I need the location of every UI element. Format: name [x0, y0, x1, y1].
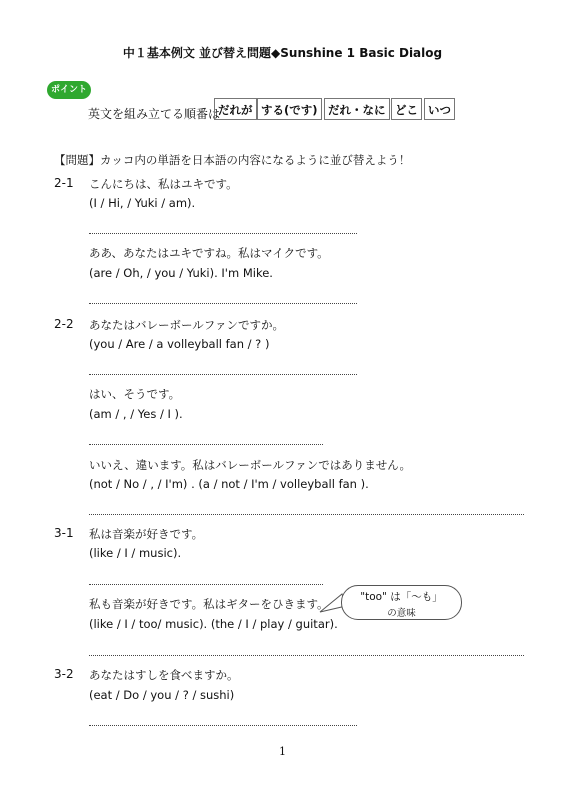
question-number: 2-1 [54, 176, 74, 190]
answer-line[interactable] [89, 444, 323, 445]
question-number: 3-1 [54, 526, 74, 540]
question-number: 3-2 [54, 667, 74, 681]
question-japanese: 私は音楽が好きです。 [89, 527, 204, 541]
answer-line[interactable] [89, 233, 357, 234]
answer-line[interactable] [89, 514, 524, 515]
question-japanese: 私も音楽が好きです。私はギターをひきます。 [89, 597, 329, 611]
order-chip-does: する(です) [257, 98, 322, 120]
answer-line[interactable] [89, 725, 357, 726]
order-chip-who: だれが [214, 98, 257, 120]
callout-line2: の意味 [387, 608, 416, 619]
question-english: (are / Oh, / you / Yuki). I'm Mike. [89, 266, 273, 280]
answer-line[interactable] [89, 655, 524, 656]
point-badge: ポイント [47, 81, 91, 99]
question-english: (eat / Do / you / ? / sushi) [89, 688, 235, 702]
instruction: 【問題】カッコ内の単語を日本語の内容になるように並び替えよう！ [54, 153, 411, 167]
order-label: 英文を組み立てる順番は [88, 107, 221, 121]
callout-bubble [341, 585, 462, 620]
order-chip-where: どこ [391, 98, 422, 120]
question-english: (like / I / music). [89, 546, 182, 560]
callout-line1: "too" は「～も」 [360, 591, 443, 603]
page-title: 中１基本例文 並び替え問題◆Sunshine 1 Basic Dialog [122, 46, 443, 60]
question-english: (you / Are / a volleyball fan / ? ) [89, 337, 270, 351]
question-japanese: はい、そうです。 [89, 387, 181, 401]
order-chip-what: だれ・なに [324, 98, 390, 120]
question-english: (am / , / Yes / I ). [89, 407, 183, 421]
answer-line[interactable] [89, 303, 357, 304]
question-japanese: こんにちは、私はユキです。 [89, 177, 238, 191]
page-number: 1 [279, 745, 286, 758]
answer-line[interactable] [89, 584, 323, 585]
question-english: (I / Hi, / Yuki / am). [89, 196, 196, 210]
question-english: (like / I / too/ music). (the / I / play / guitar). [89, 617, 338, 631]
question-japanese: いいえ、違います。私はバレーボールファンではありません。 [89, 458, 411, 472]
order-chip-when: いつ [424, 98, 455, 120]
question-number: 2-2 [54, 317, 74, 331]
answer-line[interactable] [89, 374, 357, 375]
question-english: (not / No / , / I'm) . (a / not / I'm / volleyball fan ). [89, 477, 369, 491]
question-japanese: あなたはすしを食べますか。 [89, 668, 239, 682]
question-japanese: あなたはバレーボールファンですか。 [89, 318, 285, 332]
question-japanese: ああ、あなたはユキですね。私はマイクです。 [89, 246, 329, 260]
